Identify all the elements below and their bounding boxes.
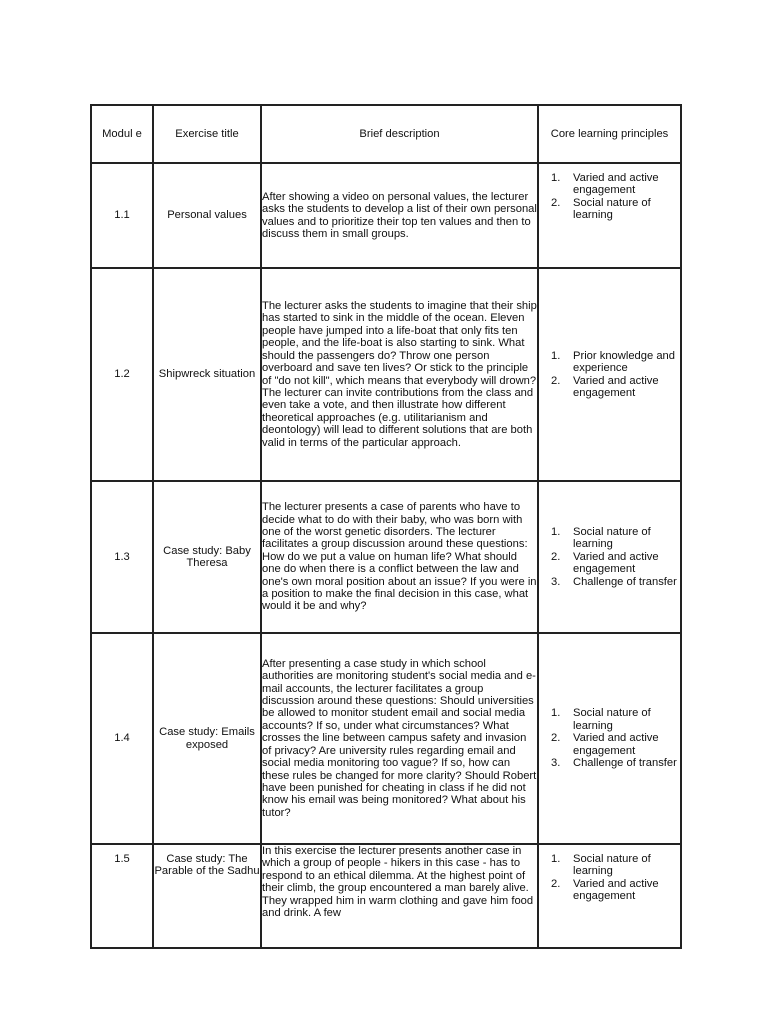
principle-item: Varied and active engagement [573, 732, 659, 757]
header-core-learning-principles: Core learning principles [538, 105, 681, 163]
principles-list [539, 172, 680, 222]
exercise-description: After presenting a case study in which school authorities are monitoring student's social media and e-mail accounts, the lecturer facilitates a group discussion around these questions: Should universities be allowed to monitor student email and social media accounts? If so, under what circumstances? What crosses the line between campus safety and invasion of privacy? Are university rules regarding email and social media monitoring too vague? If so, how can these rules be changed for more clarity? Should Robert have been punished for cheating in class if he did not know his email was being monitored? What about his tutor? [261, 633, 538, 844]
header-module: Modul e [91, 105, 153, 163]
principles-list [539, 707, 680, 769]
principles-list [539, 853, 680, 903]
header-brief-description: Brief description [261, 105, 538, 163]
table-row [91, 844, 681, 948]
table-row [91, 633, 681, 844]
principle-item: Varied and active engagement [573, 550, 659, 576]
principle-item: Social nature of learning [573, 525, 651, 551]
exercise-description: In this exercise the lecturer presents another case in which a group of people - hikers in this case - has to respond to an ethical dilemma. At the highest point of their climb, the group encountered a man barely alive. They wrapped him in warm clothing and gave him food and drink. A few [261, 844, 538, 948]
principle-item: Challenge of transfer [573, 757, 677, 770]
principle-item: Challenge of transfer [573, 575, 677, 588]
exercise-title: Shipwreck situation [153, 268, 261, 481]
table-row [91, 268, 681, 481]
core-principles [538, 844, 681, 948]
principles-list [539, 526, 680, 588]
exercise-title: Personal values [153, 163, 261, 268]
principle-item: Social nature of learning [573, 853, 651, 878]
table-row [91, 163, 681, 268]
principle-item: Prior knowledge and experience [573, 349, 675, 375]
exercise-description: The lecturer asks the students to imagine that their ship has started to sink in the middle of the ocean. Eleven people have jumped into a life-boat that only fits ten people, and the life-boat is also starting to sink. What should the passengers do? Throw one person overboard and save ten lives? Or stick to the principle of "do not kill", which means that everybody will drown? The lecturer can invite contributions from the class and even take a vote, and then illustrate how different theoretical approaches (e.g. utilitarianism and deontology) will lead to different solutions that are both valid in terms of the particular approach. [261, 268, 538, 481]
exercise-title: Case study: Emails exposed [153, 633, 261, 844]
core-principles [538, 633, 681, 844]
module-number: 1.5 [91, 844, 153, 948]
modules-table [90, 104, 682, 949]
module-number: 1.3 [91, 481, 153, 633]
exercise-description: The lecturer presents a case of parents who have to decide what to do with their baby, who was born with one of the worst genetic disorders. The lecturer facilitates a group discussion around these questions: How do we put a value on human life? What should one do when there is a conflict between the law and one's own moral position about an issue? If you were in a position to make the final decision in this case, what would it be and why? [261, 481, 538, 633]
principle-item: Social nature of learning [573, 196, 651, 222]
table-header-row [91, 105, 681, 163]
principles-list [539, 350, 680, 400]
exercise-title: Case study: Baby Theresa [153, 481, 261, 633]
header-exercise-title: Exercise title [153, 105, 261, 163]
principle-item: Varied and active engagement [573, 172, 659, 197]
exercise-title: Case study: The Parable of the Sadhu [153, 844, 261, 948]
principle-item: Social nature of learning [573, 707, 651, 732]
core-principles [538, 268, 681, 481]
core-principles [538, 481, 681, 633]
principle-item: Varied and active engagement [573, 877, 659, 903]
module-number: 1.4 [91, 633, 153, 844]
exercise-description: After showing a video on personal values, the lecturer asks the students to develop a list of their own personal values and to prioritize their top ten values and then to discuss them in small groups. [261, 163, 538, 268]
module-number: 1.2 [91, 268, 153, 481]
table-row [91, 481, 681, 633]
principle-item: Varied and active engagement [573, 374, 659, 399]
core-principles [538, 163, 681, 268]
module-number: 1.1 [91, 163, 153, 268]
